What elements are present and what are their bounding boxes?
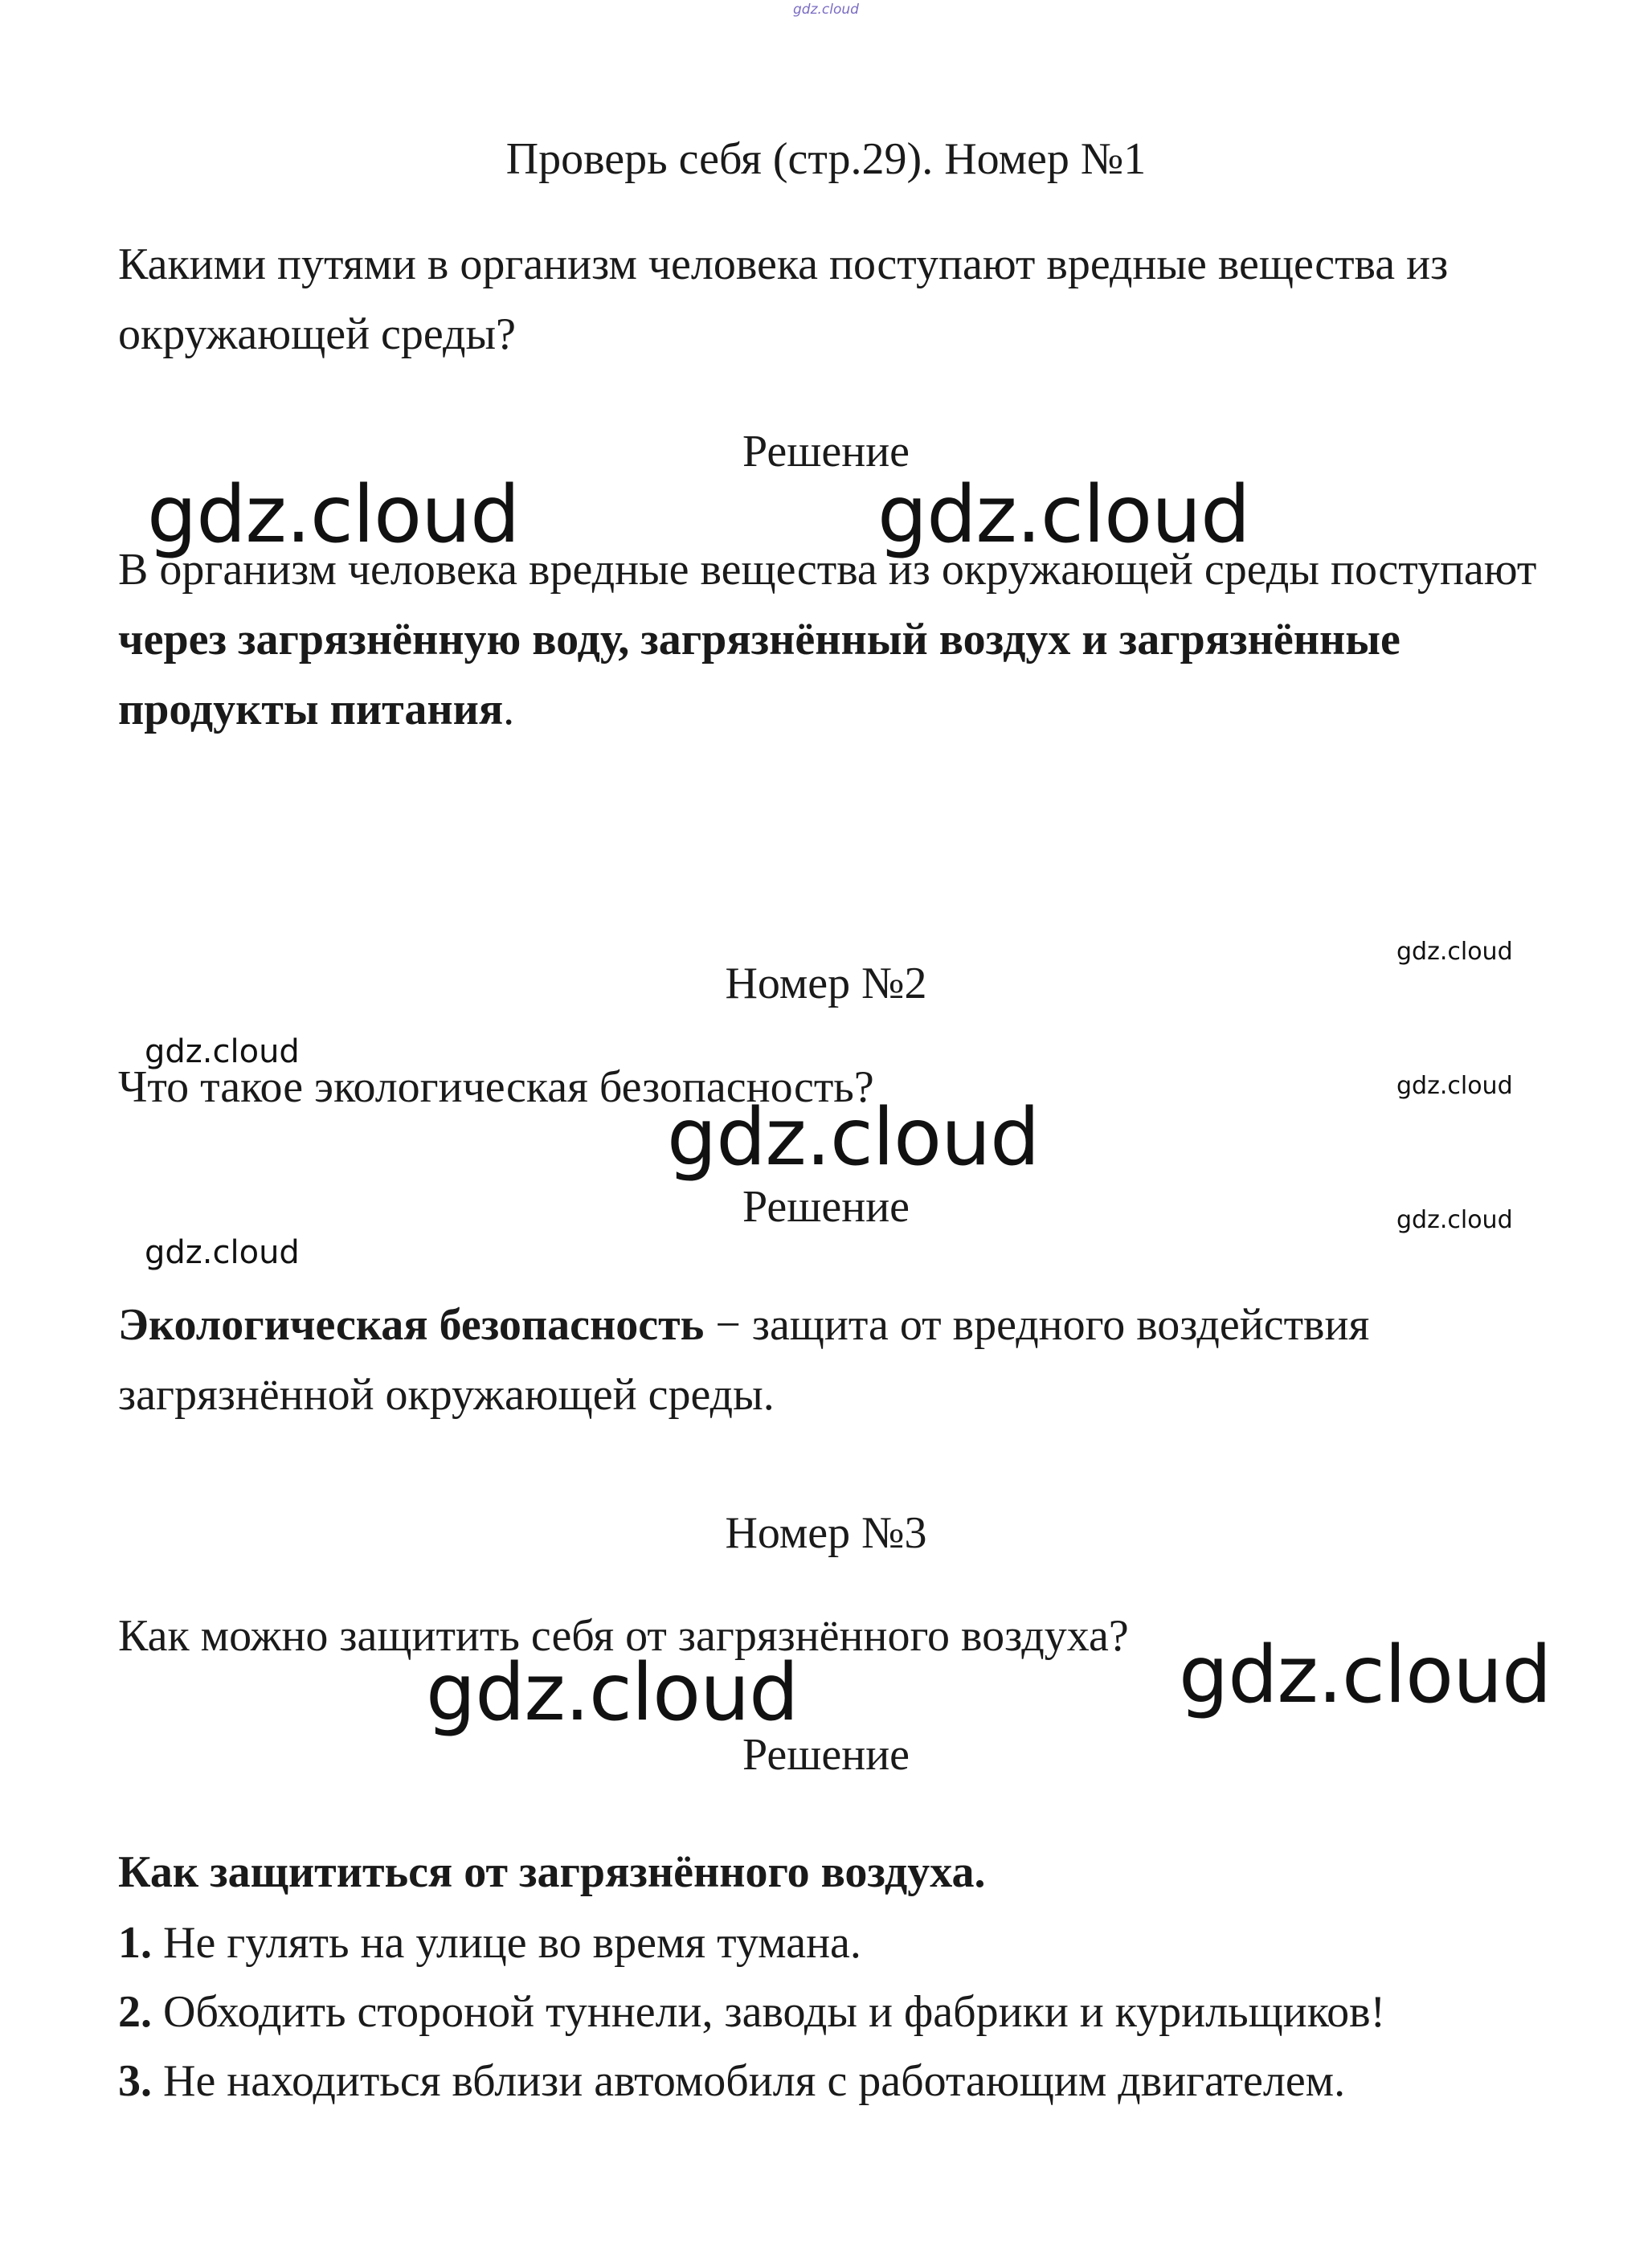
section3-answer-title-text: Как защититься от загрязнённого воздуха. [118, 1847, 986, 1897]
watermark: gdz.cloud [1396, 938, 1513, 966]
section1-answer-end: . [503, 685, 515, 734]
watermark: gdz.cloud [426, 1647, 799, 1739]
watermark: gdz.cloud [877, 469, 1250, 561]
section3-solution-label: Решение [742, 1730, 910, 1780]
section1-answer-text: В организм человека вредные вещества из окружающей среды поступают [118, 545, 1537, 595]
list-item [118, 1987, 1386, 2037]
section1-answer-bold: через загрязнённую воду, загрязнённый воздух и загрязнённые продукты питания [118, 615, 1401, 734]
list-item-number: 1. [118, 1918, 152, 1968]
top-watermark: gdz.cloud [793, 2, 859, 18]
section1-solution-label: Решение [742, 427, 910, 476]
list-item-text: Обходить стороной туннели, заводы и фабрики и курильщиков! [152, 1987, 1386, 2037]
list-item-text: Не находиться вблизи автомобиля с работающим двигателем. [152, 2056, 1346, 2106]
list-item-number: 3. [118, 2056, 152, 2106]
section2-answer [118, 1290, 1548, 1430]
watermark: gdz.cloud [145, 1234, 300, 1271]
list-item-number: 2. [118, 1987, 152, 2037]
section3-question: Как можно защитить себя от загрязнённого воздуха? [118, 1611, 1129, 1661]
watermark: gdz.cloud [147, 469, 520, 561]
list-item-text: Не гулять на улице во время тумана. [152, 1918, 861, 1968]
section1-answer [118, 535, 1548, 745]
watermark: gdz.cloud [667, 1092, 1040, 1184]
watermark: gdz.cloud [1396, 1206, 1513, 1234]
list-item [118, 2056, 1346, 2106]
section2-solution-label: Решение [742, 1182, 910, 1232]
section3-answer-title [118, 1847, 986, 1897]
section2-answer-text: − защита от вредного воздействия загрязнённой окружающей среды. [118, 1300, 1370, 1420]
section1-heading: Проверь себя (стр.29). Номер №1 [505, 134, 1147, 184]
section2-heading: Номер №2 [725, 959, 927, 1008]
watermark: gdz.cloud [1396, 1072, 1513, 1100]
watermark: gdz.cloud [1179, 1630, 1552, 1721]
watermark: gdz.cloud [145, 1033, 300, 1070]
section3-heading: Номер №3 [725, 1508, 927, 1558]
section1-question: Какими путями в организм человека поступают вредные вещества из окружающей среды? [118, 239, 1449, 359]
section2-answer-bold: Экологическая безопасность [118, 1300, 705, 1350]
section2-question: Что такое экологическая безопасность? [118, 1062, 874, 1112]
list-item [118, 1918, 861, 1968]
